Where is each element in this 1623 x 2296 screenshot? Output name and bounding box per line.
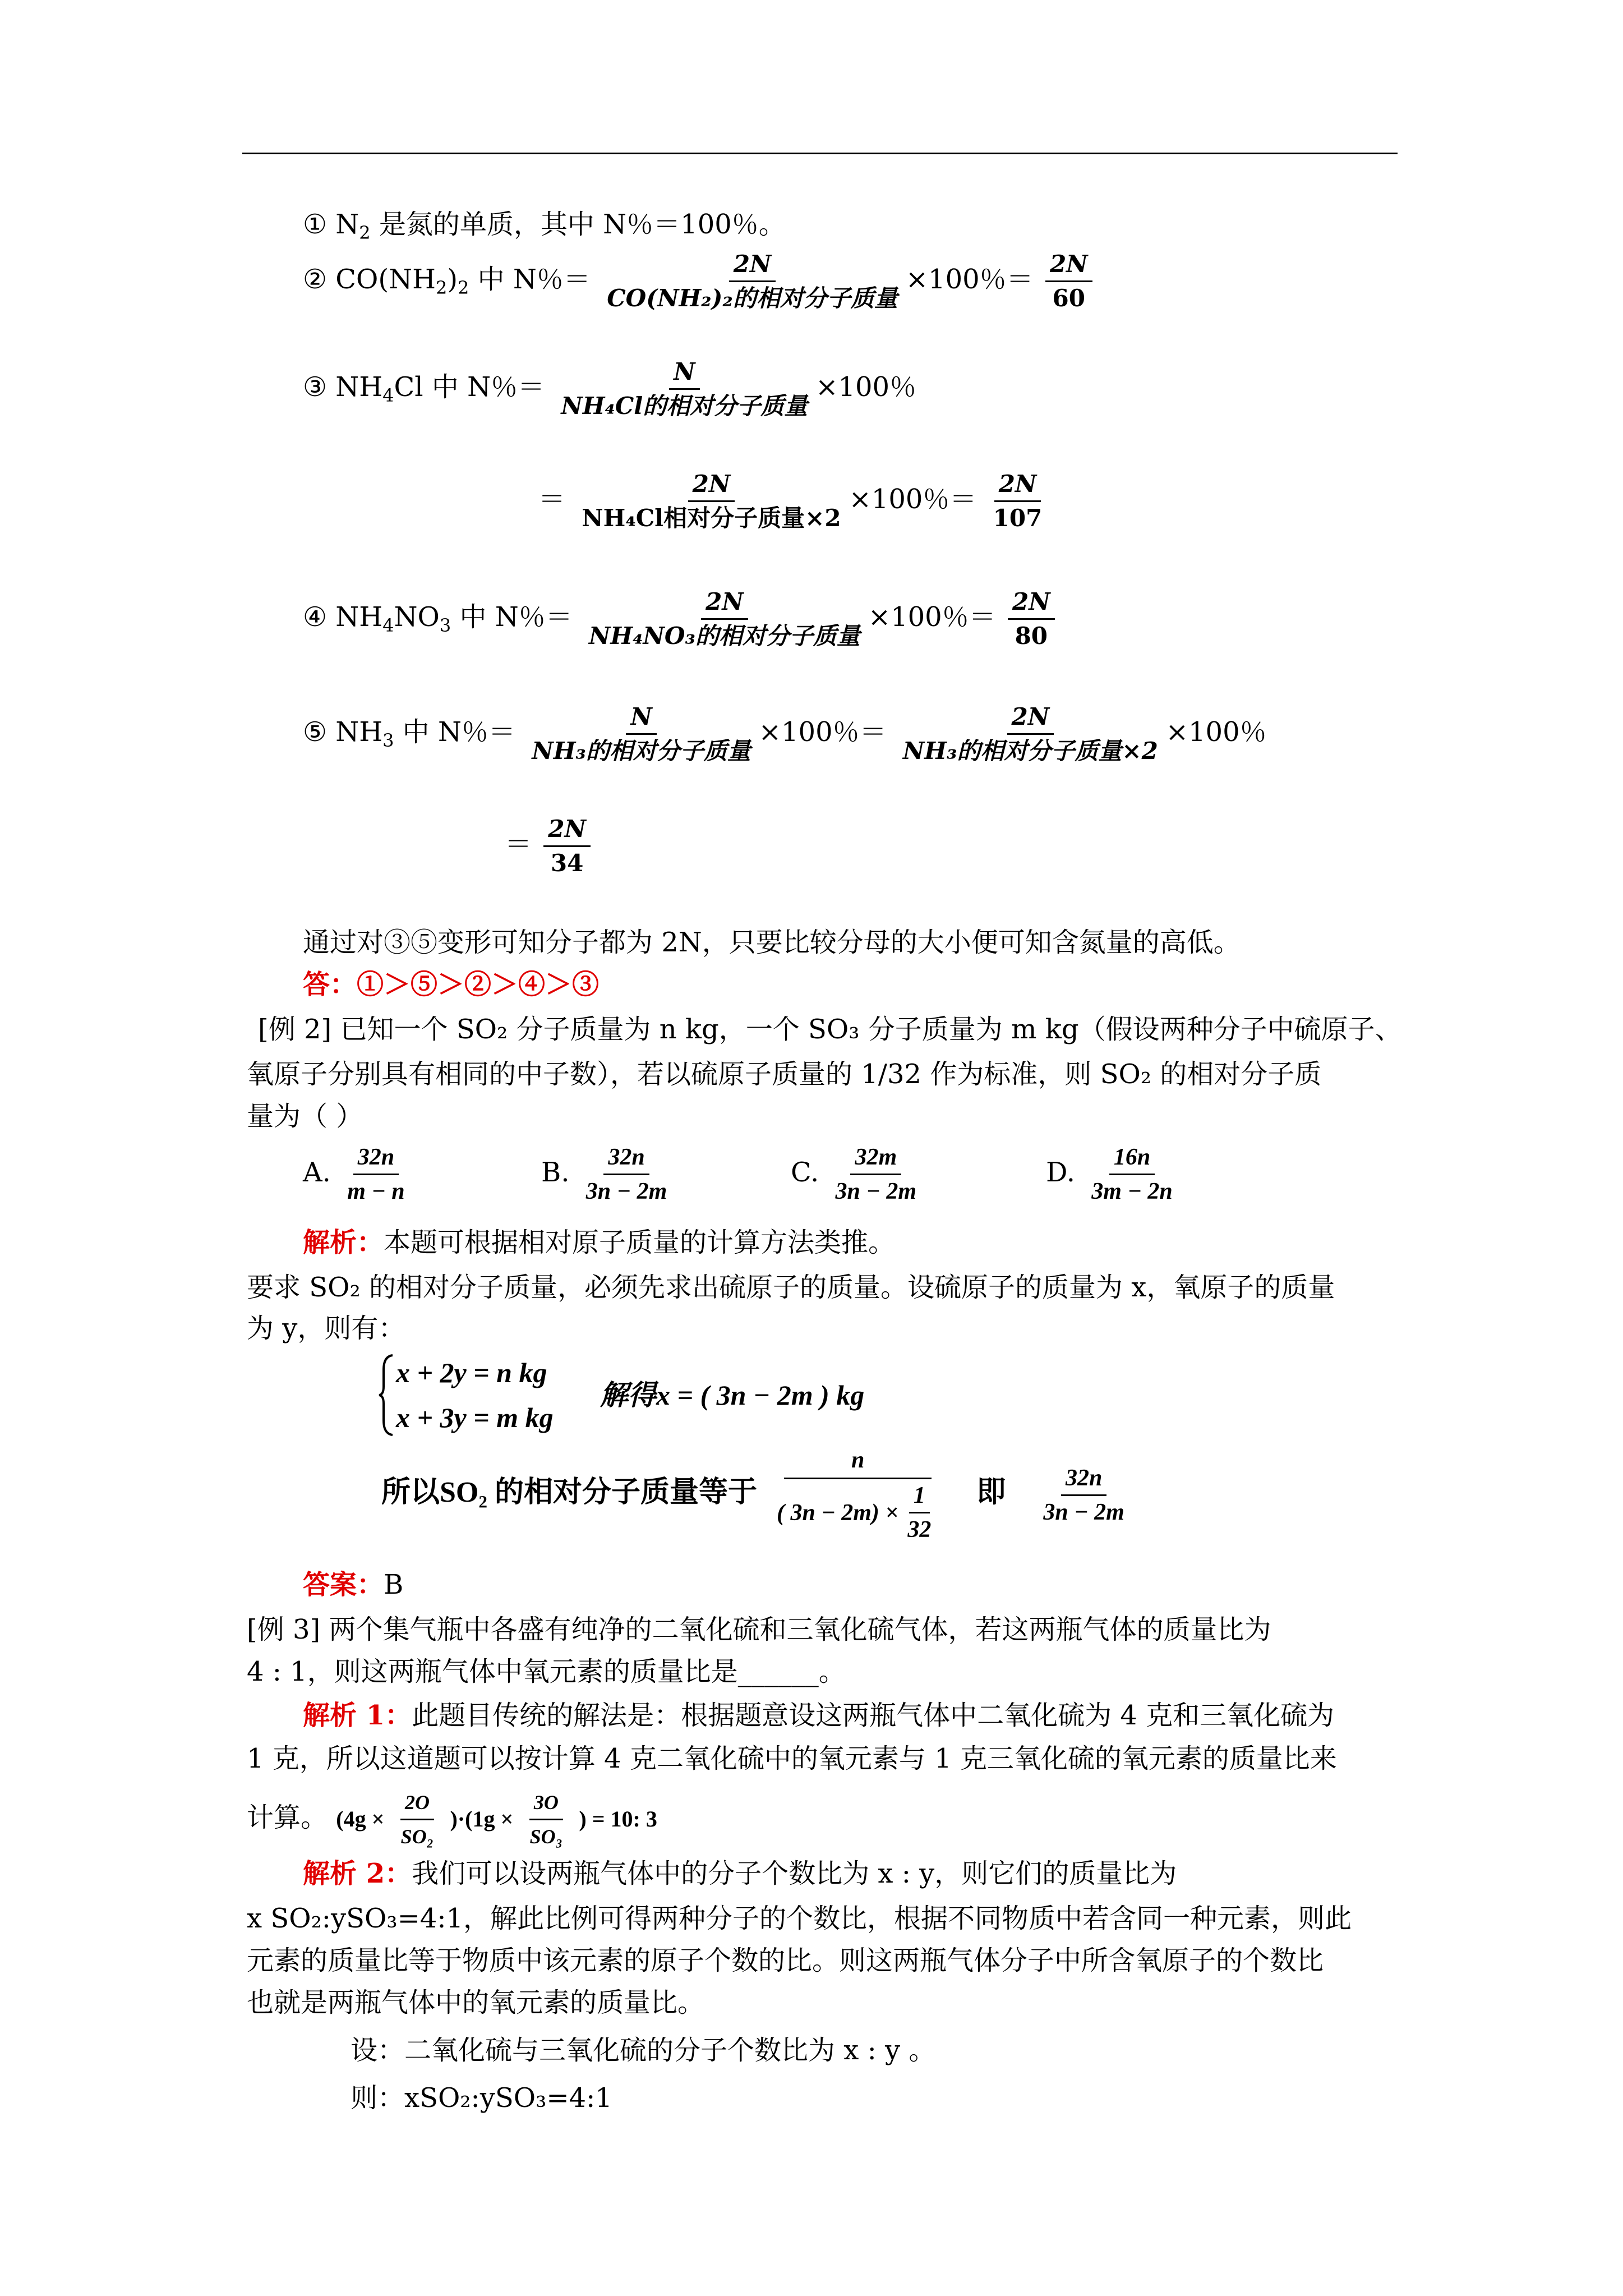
analysis-line: 解析：本题可根据相对原子质量的计算方法类推。 [303, 1227, 896, 1258]
analysis-2-line3: 元素的质量比等于物质中该元素的原子个数的比。则这两瓶气体分子中所含氧原子的个数比 [247, 1945, 1324, 1976]
example-3-line2: 4 : 1，则这两瓶气体中氧元素的质量比是______。 [247, 1656, 846, 1687]
fraction: $\frac{2N}{\text{NH₄NO₃的相对分子质量}}$ [589, 588, 860, 650]
fraction: $\frac{N}{\text{NH₄Cl的相对分子质量}}$ [561, 358, 808, 420]
header-rule [242, 153, 1398, 154]
analysis-1-line2: 1 克，所以这道题可以按计算 4 克二氧化硫中的氧元素与 1 克三氧化硫的氧元素的质量比来 [247, 1743, 1337, 1774]
item-5: ⑤ $NH_3$ 中 N％＝ $\frac{N}{\text{NH₃的相对分子质量}}$ ×100％＝ $\frac{2N}{\text{NH₃的相对分子质量×2}}$ ×100％ [303, 703, 1267, 765]
fraction-result: $\frac{2N}{60}$ [1045, 251, 1092, 311]
option-a: A. $\frac{32n}{m - n}$ [303, 1144, 405, 1204]
then-line: 则：xSO₂:ySO₃=4:1 [351, 2082, 612, 2114]
equation-1: x + 2y = n kg [396, 1357, 547, 1388]
fraction: $\frac{N}{\text{NH₃的相对分子质量}}$ [532, 703, 751, 765]
example-2-line2: 氧原子分别具有相同的中子数），若以硫原子质量的 1/32 作为标准，则 SO₂ 的相对分子质 [247, 1059, 1322, 1090]
fraction-result: $\frac{2N}{34}$ [543, 816, 591, 876]
answer-line: 答：①＞⑤＞②＞④＞③ [303, 969, 600, 1000]
example-2-line3: 量为（ ） [247, 1101, 363, 1132]
analysis-1-line: 解析 1：此题目传统的解法是：根据题意设这两瓶气体中二氧化硫为 4 克和三氧化硫为 [303, 1700, 1335, 1731]
relative-mass-line: 所以SO₂ 的相对分子质量等于 n ( 3n − 2m) × $\frac{1}{32}$ 即 $\frac{32n}{3n - 2m}$ [381, 1447, 1124, 1543]
answer-2-line: 答案：B [303, 1569, 404, 1600]
conclusion-text: 通过对③⑤变形可知分子都为 2N，只要比较分母的大小便可知含氮量的高低。 [303, 927, 1241, 958]
fraction: $\frac{2N}{\text{NH₄Cl相对分子质量×2}}$ [582, 470, 841, 532]
equation-2: x + 3y = m kg [396, 1402, 554, 1433]
set-line: 设：二氧化硫与三氧化硫的分子个数比为 x : y 。 [351, 2035, 936, 2066]
item-1: ① $N_2$ 是氮的单质，其中 N％＝100％。 [303, 209, 786, 243]
analysis-1-line3: 计算。 (4g × $\frac{2O}{\text{SO₂}}$ )·(1g × $\frac{3O}{\text{SO₃}}$ ) = 10: 3 [247, 1789, 657, 1849]
fraction-result: $\frac{2N}{80}$ [1008, 589, 1055, 649]
analysis-line3: 为 y，则有： [247, 1313, 405, 1344]
item-3-cont: ＝ $\frac{2N}{\text{NH₄Cl相对分子质量×2}}$ ×100％＝ $\frac{2N}{107}$ [538, 471, 1050, 531]
example-2-line1: [例 2] 已知一个 SO₂ 分子质量为 n kg，一个 SO₃ 分子质量为 m kg（假设两种分子中硫原子、 [258, 1014, 1402, 1045]
item-3: ③ $NH_4Cl$ 中 N％＝ $\frac{N}{\text{NH₄Cl的相对分子质量}}$ ×100％ [303, 358, 917, 420]
analysis-2-line: 解析 2：我们可以设两瓶气体中的分子个数比为 x : y，则它们的质量比为 [303, 1858, 1177, 1889]
analysis-2-line4: 也就是两瓶气体中的氧元素的质量比。 [247, 1987, 705, 2018]
option-c: C. $\frac{32m}{3n - 2m}$ [791, 1144, 917, 1204]
option-d: D. $\frac{16n}{3m - 2n}$ [1046, 1144, 1173, 1204]
analysis-2-line2: x SO₂:ySO₃=4:1，解此比例可得两种分子的个数比，根据不同物质中若含同一种元素，则此 [247, 1903, 1352, 1934]
solution: 解得x = ( 3n − 2m ) kg [600, 1379, 865, 1411]
fraction: $\frac{2N}{\text{NH₃的相对分子质量×2}}$ [902, 703, 1158, 765]
brace-icon [377, 1353, 396, 1437]
item-2: ② $CO(NH_2)_2$ 中 N％＝ $\frac{2N}{\text{CO(NH₂)₂的相对分子质量}}$ ×100％＝ $\frac{2N}{60}$ [303, 251, 1096, 311]
item-4: ④ $NH_4NO_3$ 中 N％＝ $\frac{2N}{\text{NH₄NO₃的相对分子质量}}$ ×100％＝ $\frac{2N}{80}$ [303, 589, 1058, 649]
fraction-result: $\frac{2N}{107}$ [993, 470, 1043, 532]
item-5-cont: ＝ $\frac{2N}{34}$ [505, 816, 594, 876]
analysis-line2: 要求 SO₂ 的相对分子质量，必须先求出硫原子的质量。设硫原子的质量为 x，氧原子的质量 [247, 1272, 1335, 1303]
option-b: B. $\frac{32n}{3n - 2m}$ [541, 1144, 667, 1204]
fraction: $\frac{2N}{\text{CO(NH₂)₂的相对分子质量}}$ [607, 250, 898, 312]
example-3-line1: [例 3] 两个集气瓶中各盛有纯净的二氧化硫和三氧化硫气体，若这两瓶气体的质量比为 [247, 1614, 1271, 1645]
